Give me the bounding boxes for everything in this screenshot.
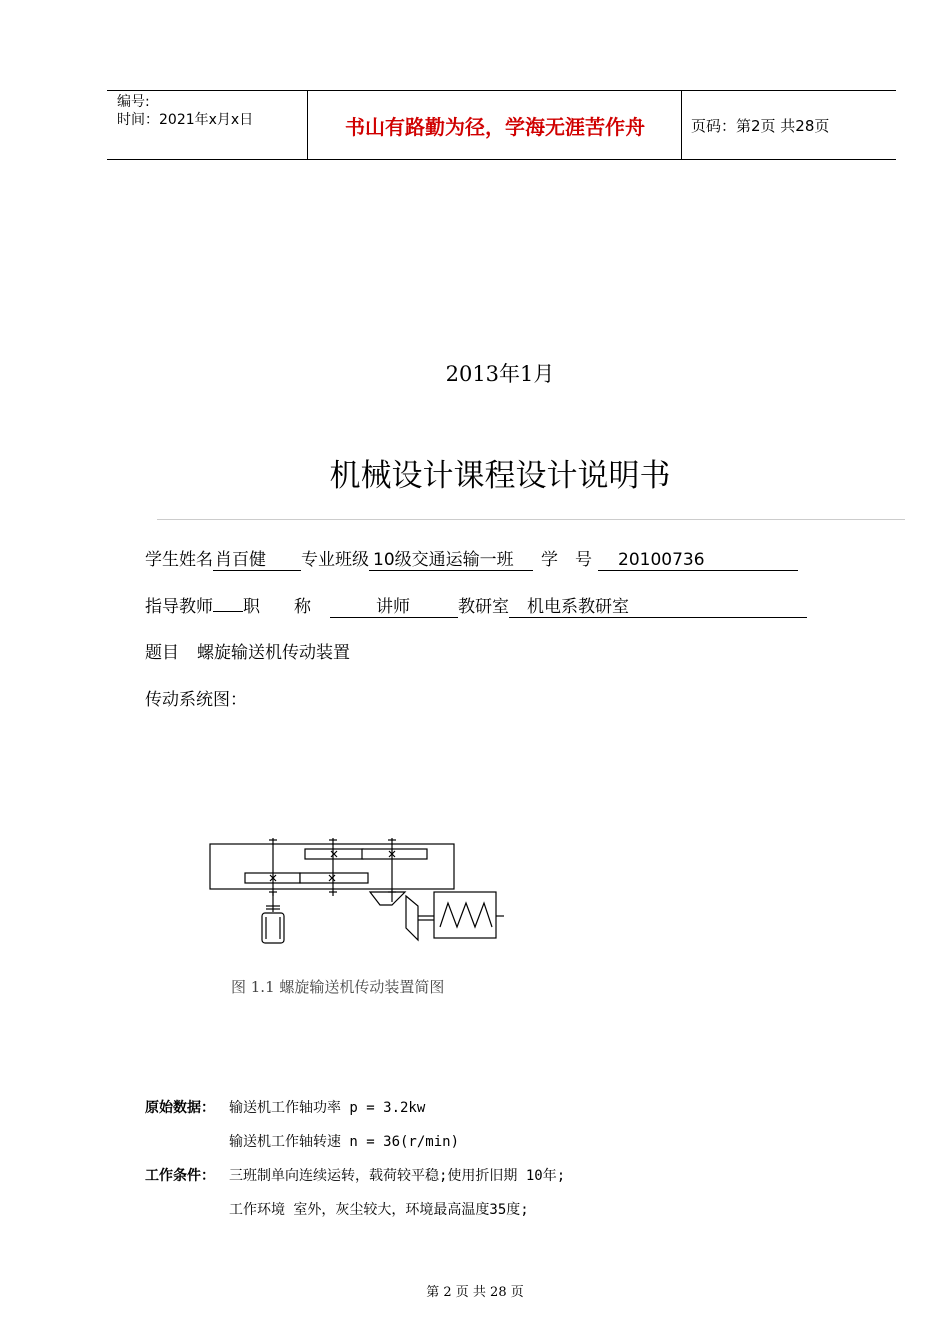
student-row bbox=[145, 545, 798, 569]
conditions-line2: 工作环境 室外，灰尘较大，环境最高温度35度; bbox=[229, 1202, 529, 1218]
page-footer: 第 2 页 共 28 页 bbox=[426, 1285, 524, 1300]
gear-upper-2 bbox=[362, 849, 427, 859]
raw-data-line1: 输送机工作轴功率 p = 3.2kw bbox=[229, 1100, 426, 1116]
screw-conveyor bbox=[434, 892, 496, 938]
page-header bbox=[107, 90, 896, 160]
transmission-diagram bbox=[200, 830, 510, 950]
raw-data-label: 原始数据： bbox=[145, 1100, 215, 1116]
diagram-label: 传动系统图： bbox=[145, 690, 247, 710]
student-id-label: 学 号 bbox=[541, 550, 592, 570]
advisor-row bbox=[145, 592, 807, 616]
time-label: 时间：2021年x月x日 bbox=[117, 112, 254, 128]
student-name: 肖百健 bbox=[213, 545, 301, 571]
gear-lower-2 bbox=[300, 873, 368, 883]
conditions-label: 工作条件： bbox=[145, 1168, 215, 1184]
student-id: 20100736 bbox=[598, 550, 798, 571]
bevel-gear-1 bbox=[370, 892, 405, 905]
number-label: 编号: bbox=[117, 94, 150, 110]
figure-caption: 图 1.1 螺旋输送机传动装置简图 bbox=[231, 978, 445, 996]
advisor-label: 指导教师 bbox=[145, 597, 213, 617]
office-value: 机电系教研室 bbox=[509, 592, 807, 618]
title-rule bbox=[157, 519, 905, 520]
office-label: 教研室 bbox=[458, 597, 509, 617]
position-label: 职 称 bbox=[243, 597, 311, 617]
header-meta bbox=[117, 93, 253, 129]
advisor-name bbox=[213, 611, 243, 612]
document-title: 机械设计课程设计说明书 bbox=[329, 458, 671, 494]
conditions-line1: 三班制单向连续运转，载荷较平稳;使用折旧期 10年; bbox=[229, 1168, 566, 1184]
student-name-label: 学生姓名 bbox=[145, 550, 213, 570]
document-date: 2013年1月 bbox=[445, 362, 555, 386]
header-motto: 书山有路勤为径，学海无涯苦作舟 bbox=[345, 114, 645, 139]
bevel-gear-2 bbox=[406, 896, 418, 940]
header-page-info: 页码：第2页 共28页 bbox=[691, 116, 830, 135]
header-divider bbox=[307, 91, 308, 159]
raw-data-line2: 输送机工作轴转速 n = 36(r/min) bbox=[229, 1134, 460, 1150]
header-divider bbox=[681, 91, 682, 159]
topic-row bbox=[145, 638, 350, 662]
major-class-label: 专业班级 bbox=[301, 550, 369, 570]
major-class: 10级交通运输一班 bbox=[369, 545, 533, 571]
motor bbox=[262, 913, 284, 943]
topic-value: 螺旋输送机传动装置 bbox=[197, 643, 350, 663]
topic-label: 题目 bbox=[145, 643, 179, 663]
position-value: 讲师 bbox=[330, 592, 458, 618]
